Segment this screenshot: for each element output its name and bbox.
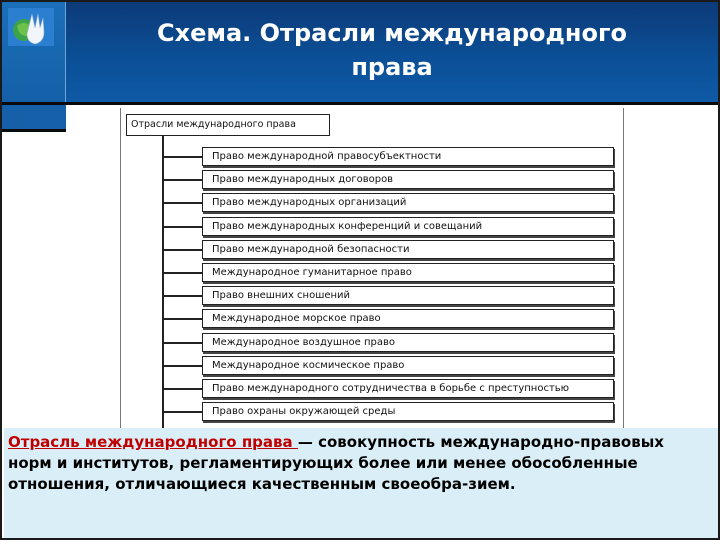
- definition-term: Отрасль международного права: [8, 433, 298, 451]
- slide-title-line-1: Схема. Отрасли международного: [156, 19, 628, 47]
- scheme-item: Международное космическое право: [202, 356, 614, 375]
- scheme-item: Право международных конференций и совещаний: [202, 217, 614, 236]
- scheme-branch-line: [162, 249, 202, 251]
- scheme-branch-line: [162, 318, 202, 320]
- scheme-branch-line: [162, 411, 202, 413]
- scheme-item: Право внешних сношений: [202, 286, 614, 305]
- scheme-item: Право международного сотрудничества в борьбе с преступностью: [202, 379, 614, 398]
- scheme-branch-line: [162, 272, 202, 274]
- scheme-item: Право международной безопасности: [202, 240, 614, 259]
- scheme-branch-line: [162, 156, 202, 158]
- scheme-branch-line: [162, 388, 202, 390]
- scheme-item: Право международных организаций: [202, 193, 614, 212]
- scheme-branch-line: [162, 365, 202, 367]
- header-logo-panel: [2, 2, 66, 102]
- scheme-root-box: Отрасли международного права: [126, 114, 330, 136]
- scheme-item: Международное морское право: [202, 309, 614, 328]
- scheme-item: Право международных договоров: [202, 170, 614, 189]
- scheme-branch-line: [162, 179, 202, 181]
- left-accent-band: [2, 105, 66, 129]
- scheme-item: Международное гуманитарное право: [202, 263, 614, 282]
- scheme-branch-line: [162, 202, 202, 204]
- scheme-item: Международное воздушное право: [202, 333, 614, 352]
- scheme-branch-line: [162, 226, 202, 228]
- slide-title: [82, 16, 702, 84]
- scheme-branch-line: [162, 342, 202, 344]
- definition-body: — совокупность международно-правовых норм и институтов, регламентирующих более или менее обособленные отношения, отличающиеся качественным своеобра-зием.: [8, 433, 664, 493]
- slide-header: [2, 2, 718, 102]
- scheme-item: Право охраны окружающей среды: [202, 402, 614, 421]
- header-divider: [2, 102, 718, 105]
- slide-title-line-2: права: [351, 53, 433, 81]
- left-accent-divider: [2, 129, 66, 132]
- definition-text: [8, 432, 708, 495]
- scheme-branch-line: [162, 295, 202, 297]
- globe-hand-logo-icon: [8, 8, 54, 46]
- scheme-item: Право международной правосубъектности: [202, 147, 614, 166]
